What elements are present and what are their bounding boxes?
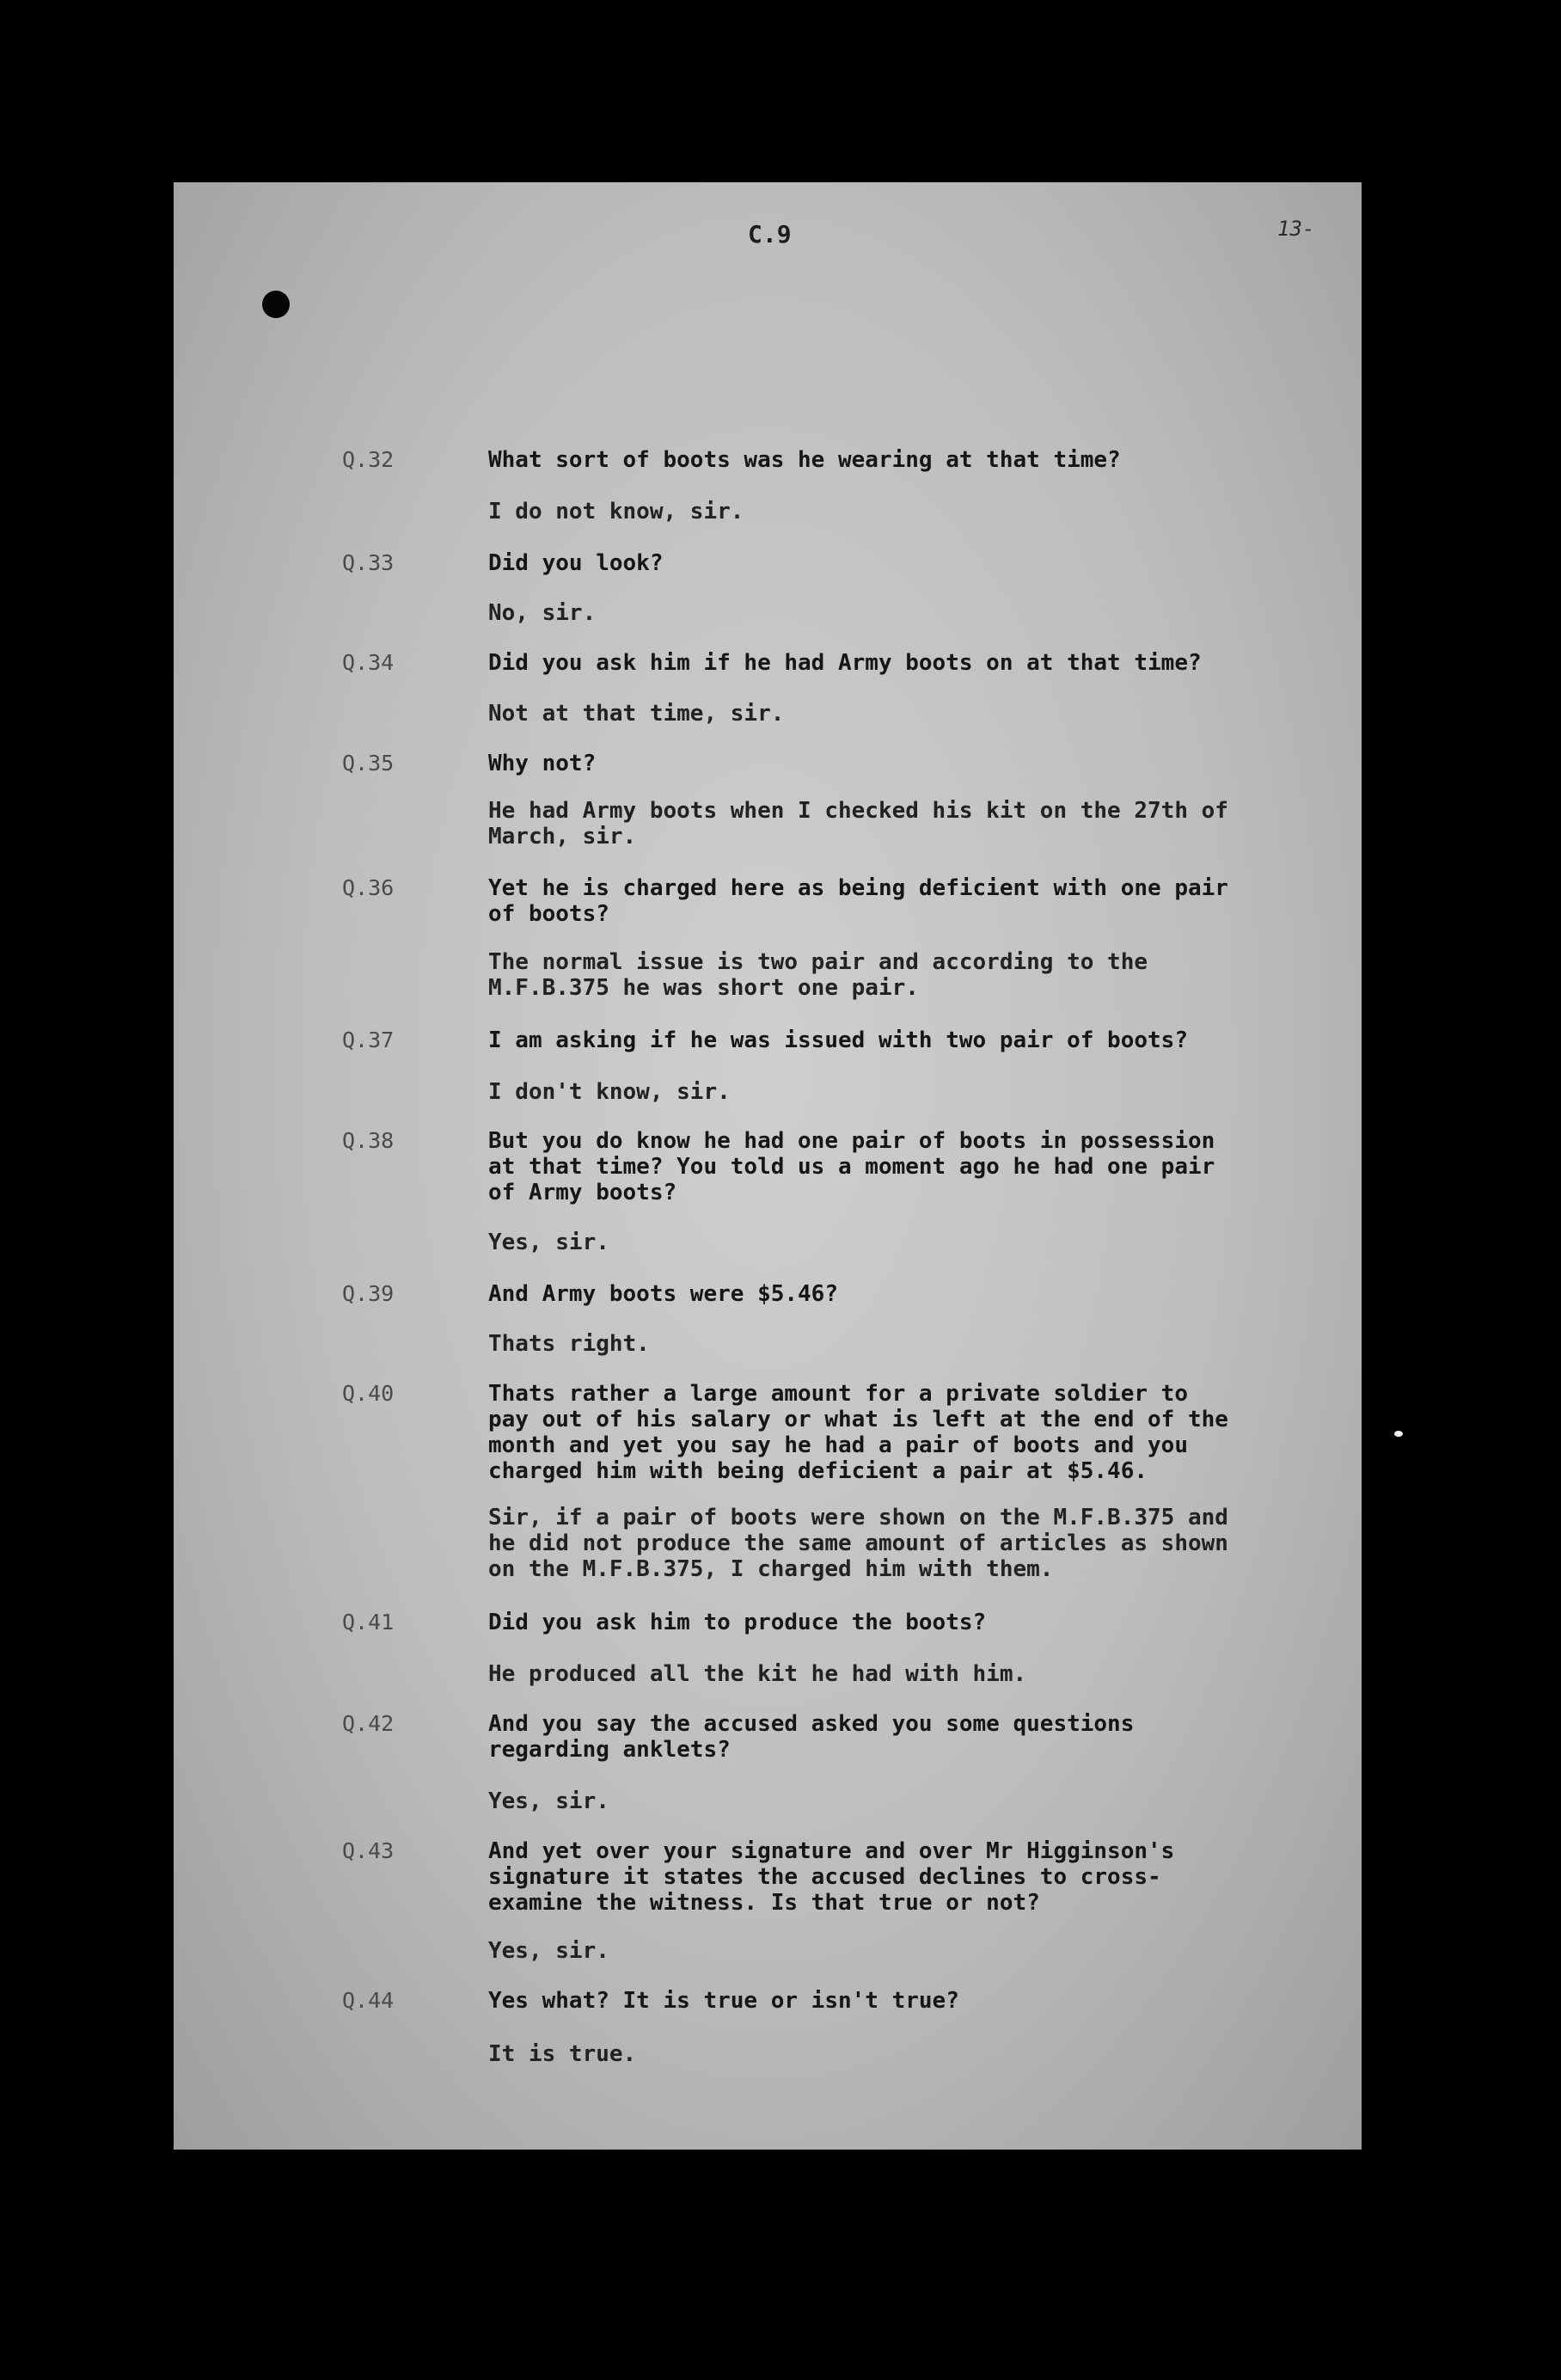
answer-text: I don't know, sir.	[488, 1079, 731, 1105]
answer-text: Sir, if a pair of boots were shown on the M.F.B.375 and he did not produce the same amount of articles as shown on the M.F.B.375, I charged him with them.	[488, 1505, 1228, 1582]
question-number: Q.44	[342, 1988, 395, 2013]
question-number: Q.42	[342, 1711, 395, 1736]
punch-hole	[262, 291, 290, 318]
question-number: Q.38	[342, 1128, 395, 1153]
answer-text: No, sir.	[488, 600, 597, 626]
question-text: But you do know he had one pair of boots in possession at that time? You told us a moment ago he had one pair of Army boots?	[488, 1128, 1215, 1205]
question-number: Q.34	[342, 650, 395, 675]
answer-text: Yes, sir.	[488, 1938, 609, 1964]
question-number: Q.40	[342, 1381, 395, 1406]
question-number: Q.43	[342, 1838, 395, 1863]
answer-text: Thats right.	[488, 1331, 650, 1357]
question-text: And you say the accused asked you some questions regarding anklets?	[488, 1711, 1135, 1763]
page-label: C.9	[748, 220, 792, 248]
question-text: Yes what? It is true or isn't true?	[488, 1988, 959, 2014]
answer-text: He produced all the kit he had with him.	[488, 1661, 1027, 1687]
answer-text: Not at that time, sir.	[488, 701, 785, 727]
paper-speck	[1394, 1431, 1403, 1437]
question-text: Did you ask him to produce the boots?	[488, 1610, 987, 1635]
question-number: Q.37	[342, 1027, 395, 1052]
question-number: Q.33	[342, 550, 395, 575]
question-number: Q.32	[342, 447, 395, 472]
question-text: Did you ask him if he had Army boots on at that time?	[488, 650, 1202, 676]
question-number: Q.39	[342, 1281, 395, 1306]
question-number: Q.36	[342, 875, 395, 900]
question-text: I am asking if he was issued with two pair of boots?	[488, 1027, 1188, 1053]
answer-text: The normal issue is two pair and according to the M.F.B.375 he was short one pair.	[488, 949, 1148, 1001]
question-text: And yet over your signature and over Mr Higginson's signature it states the accused declines to cross- examine the witness. Is that true or not?	[488, 1838, 1175, 1916]
question-text: Thats rather a large amount for a private soldier to pay out of his salary or what is left at the end of the month and yet you say he had a pair of boots and you charged him with being deficient a pair at $5.46.	[488, 1381, 1228, 1484]
question-number: Q.35	[342, 751, 395, 776]
question-text: Why not?	[488, 751, 597, 776]
answer-text: It is true.	[488, 2041, 637, 2067]
question-text: And Army boots were $5.46?	[488, 1281, 838, 1307]
answer-text: Yes, sir.	[488, 1788, 609, 1814]
question-text: Did you look?	[488, 550, 664, 576]
question-text: Yet he is charged here as being deficient with one pair of boots?	[488, 875, 1228, 927]
answer-text: I do not know, sir.	[488, 499, 744, 524]
question-text: What sort of boots was he wearing at that time?	[488, 447, 1121, 473]
corner-mark: 13-	[1277, 217, 1315, 241]
answer-text: He had Army boots when I checked his kit on the 27th of March, sir.	[488, 798, 1228, 850]
answer-text: Yes, sir.	[488, 1230, 609, 1255]
question-number: Q.41	[342, 1610, 395, 1635]
